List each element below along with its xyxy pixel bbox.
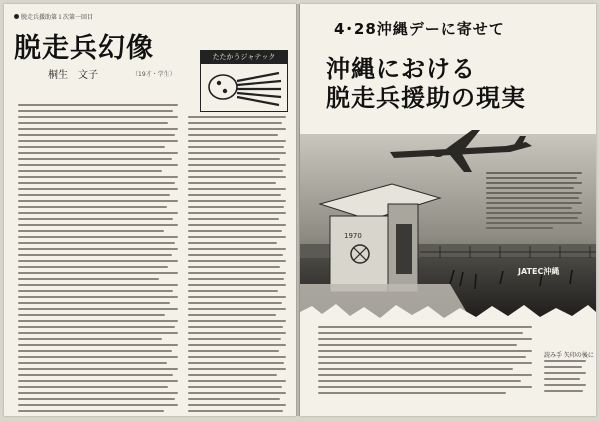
author-note: （19才・学生） bbox=[132, 71, 176, 78]
article-author: 桐生 文子 bbox=[48, 70, 98, 81]
page-header bbox=[14, 12, 93, 21]
bullet-icon bbox=[14, 14, 19, 19]
headline-line-1: 沖縄における bbox=[326, 54, 476, 83]
article-title-block bbox=[14, 26, 184, 98]
left-page bbox=[4, 4, 296, 416]
article-kicker: 4･28沖縄デーに寄せて bbox=[334, 20, 505, 38]
right-text-column bbox=[318, 326, 532, 398]
headline-line-2: 脱走兵援助の現実 bbox=[326, 83, 526, 112]
feature-box bbox=[200, 50, 288, 112]
article-headline bbox=[326, 54, 526, 112]
side-text-column bbox=[544, 360, 586, 396]
photo-caption: 読み手 矢印の後に bbox=[544, 352, 594, 359]
text-column-right bbox=[188, 116, 286, 416]
intro-text-block bbox=[486, 172, 582, 232]
monument-number: 1970 bbox=[344, 232, 362, 240]
bird-illustration-icon bbox=[205, 67, 283, 107]
right-page bbox=[300, 4, 596, 416]
page-header-text: 脱走兵援助第１次第一回目 bbox=[21, 14, 94, 21]
photo-label: JATEC沖縄 bbox=[518, 267, 560, 276]
airplane-icon bbox=[386, 128, 534, 174]
magazine-spread bbox=[4, 4, 596, 416]
text-column-top bbox=[18, 104, 178, 416]
article-title: 脱走兵幻像 bbox=[14, 33, 154, 64]
feature-label: たたかうジャテック bbox=[201, 51, 287, 64]
